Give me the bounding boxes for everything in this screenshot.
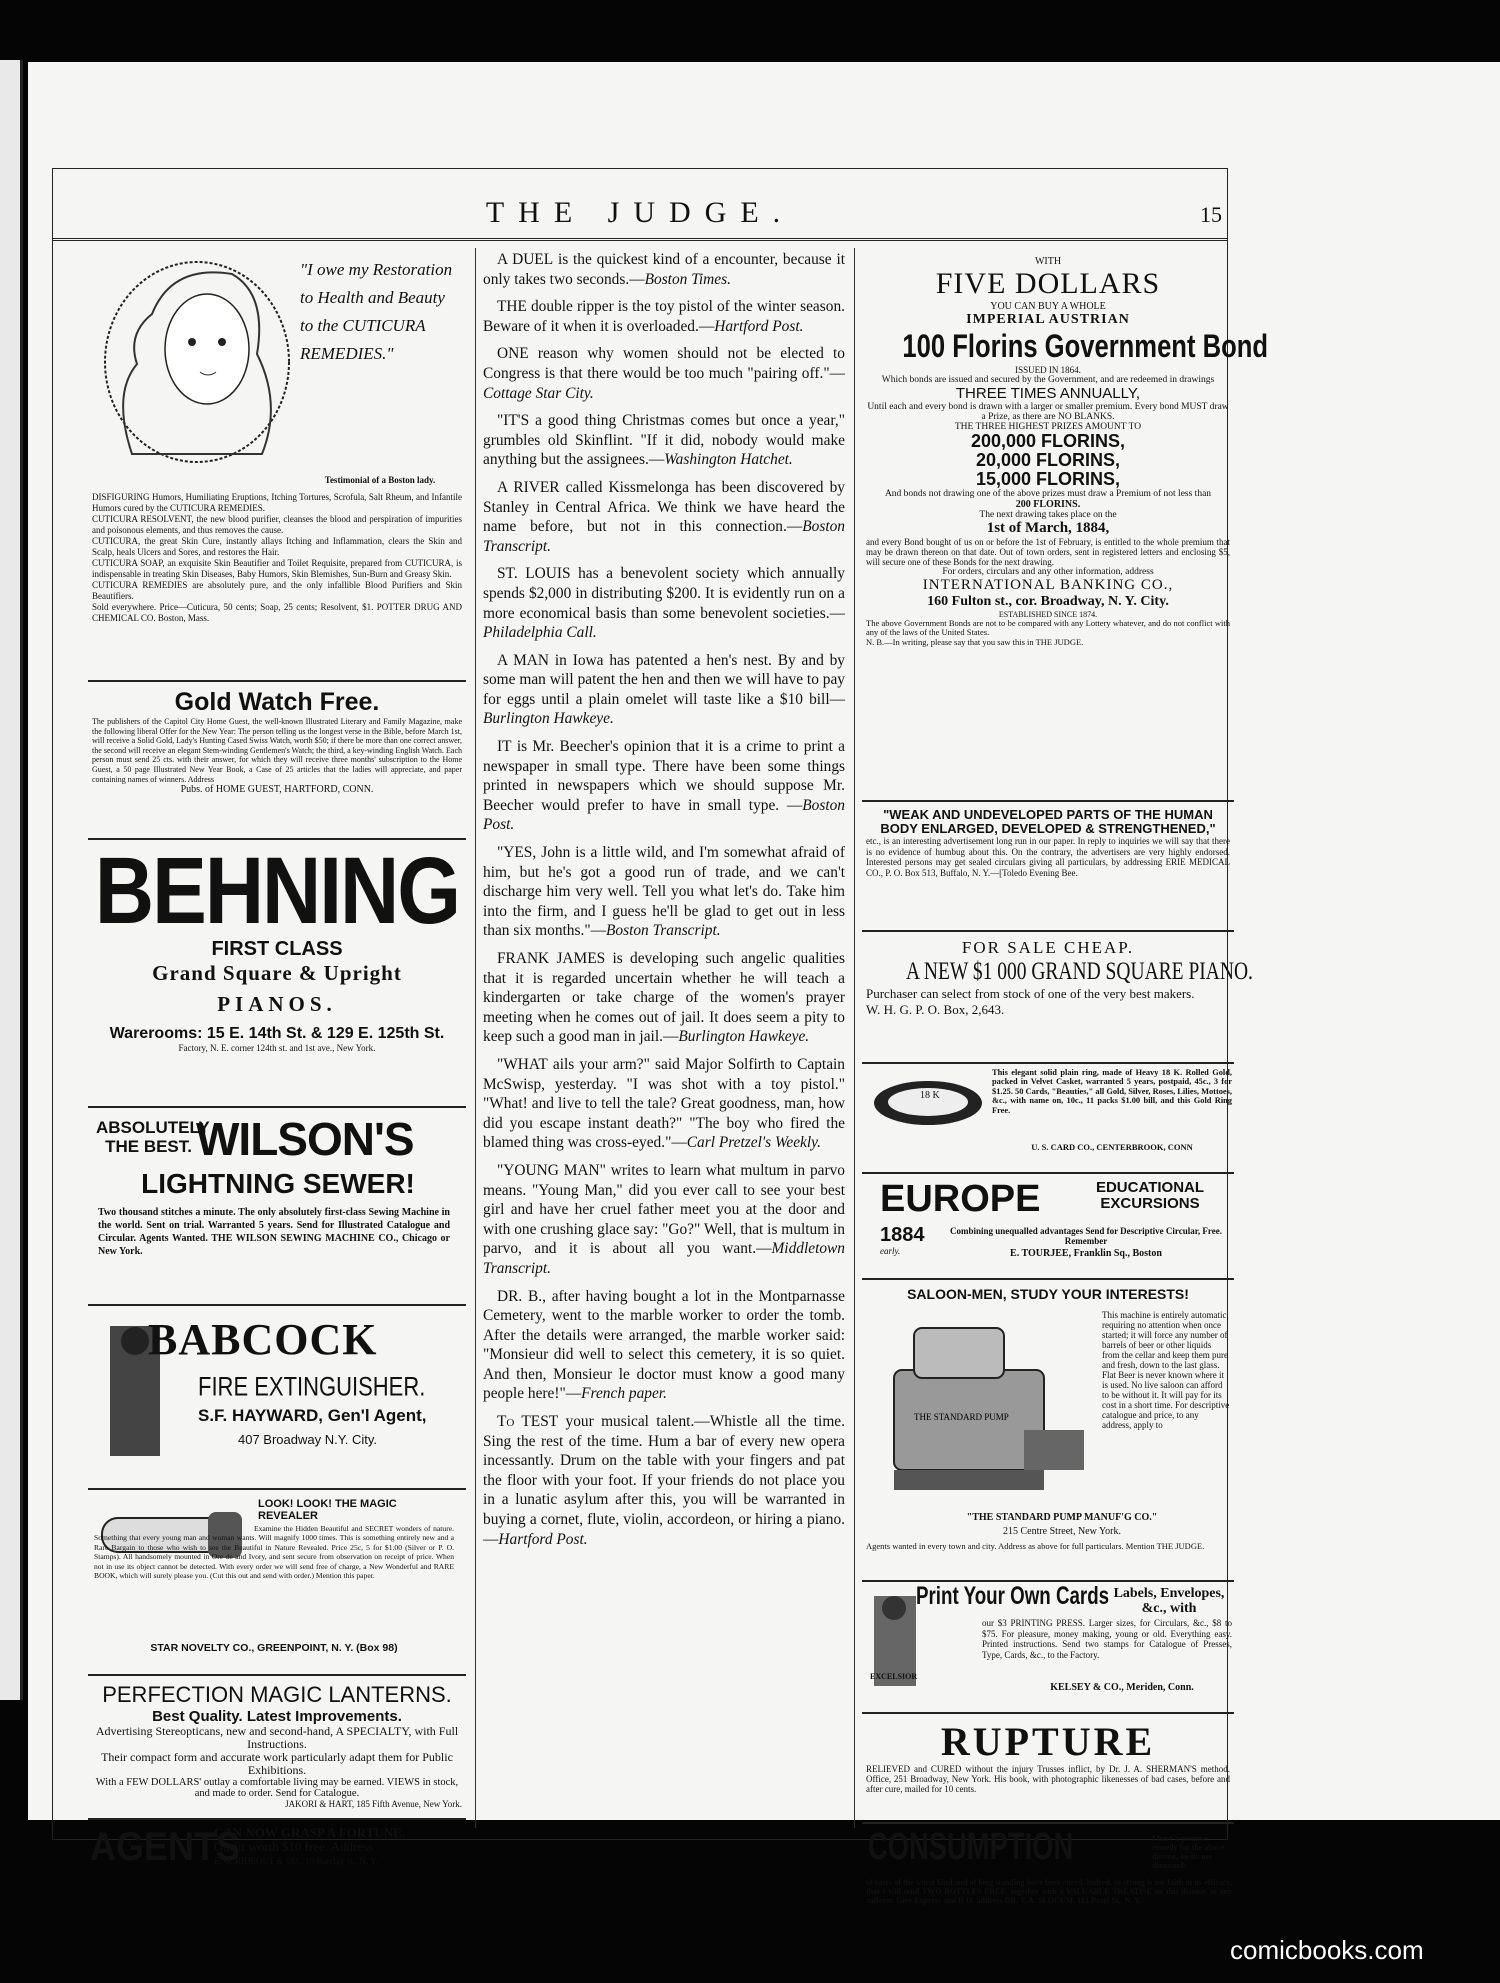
facing-page-edge bbox=[0, 60, 23, 1700]
column-rule bbox=[854, 248, 855, 1828]
wilson-ad bbox=[88, 1108, 466, 1306]
bond-three-times: THREE TIMES ANNUALLY, bbox=[955, 385, 1141, 402]
story-text: ails your arm?" said Major Solfirth to Captain McSwisp, yesterday. "I was shot with a toy pistol." "What! and live to tell the tale? Great goodness, man, how did you escape instant death?" "The boy who fired the blamed thing was cross-eyed."— bbox=[483, 1055, 845, 1152]
piano-headline: FOR SALE CHEAP. bbox=[961, 938, 1135, 957]
story-text: your musical talent.—Whistle all the time. Sing the rest of the time. Hum a bar of every new opera incessantly. Drum on the table with your fingers and pat the floor with your foot. If your friends do not place you in a lunatic asylum after this, you will be warranted in buying a cornet, flute, violin, accordeon, or hiring a piano.— bbox=[483, 1413, 845, 1548]
lanterns-line: Their compact form and accurate work particularly adapt them for Public Exhibitions. bbox=[101, 1750, 453, 1777]
page-title: THE JUDGE. bbox=[485, 196, 795, 229]
story-source: Hartford Post. bbox=[714, 317, 804, 335]
story-lead: A RIVER bbox=[497, 478, 560, 496]
bond-text: THE THREE HIGHEST PRIZES AMOUNT TO bbox=[954, 422, 1142, 432]
story-source: Middletown Transcript. bbox=[483, 1240, 845, 1277]
story-source: French paper. bbox=[581, 1385, 667, 1403]
story-lead: A MAN bbox=[497, 651, 550, 669]
behning-ad bbox=[88, 840, 466, 1108]
europe-early: early. bbox=[880, 1246, 901, 1256]
saloon-body: This machine is entirely automatic, requiring no attention when once started; it will force any number of barrels of beer or other liquids from the cellar and keep them pure and fresh, down to the last glass. Flat Beer is never known where it is used. No live saloon can afford to be without it. It will pay for its cost in a short time. For descriptive catalogue and price, to any address, apply to bbox=[1102, 1310, 1230, 1430]
story-lead: FRANK JAMES bbox=[497, 950, 606, 967]
revealer-body: Examine the Hidden Beautiful and SECRET wonders of nature. Something that every young man and woman wants. Will magnify 1000 times. This is something entirely new and a Rare Bargain to those who wish to see the Beautiful in Nature Revealed. Price 25c, 5 for $1.00 (Silver or P. O. Stamps). All handsomely mounted in Ore de and Ivory, and sent secure from observation on receipt of price. When not in use its object cannot be detected. With every order we will send free of charge, a New Wonderful and RARE BOOK, which will surely please you. (Cut this out and send with order.) Mention this paper. bbox=[94, 1524, 454, 1581]
watermark: comicbooks.com bbox=[1230, 1935, 1424, 1965]
babcock-agent: S.F. HAYWARD, Gen'l Agent, bbox=[198, 1406, 427, 1425]
babcock-ad bbox=[88, 1306, 466, 1490]
bond-text: The above Government Bonds are not to be compared with any Lottery whatever, and do not conflict with any of the laws of the United States. bbox=[866, 618, 1230, 637]
bond-prize: 15,000 FLORINS, bbox=[975, 469, 1121, 489]
bond-prize: 200,000 FLORINS, bbox=[970, 431, 1126, 451]
behning-name: BEHNING bbox=[94, 839, 460, 944]
cuticura-para: CUTICURA SOAP, an exquisite Skin Beautifier and Toilet Requisite, prepared from CUTICURA, is indispensable in treating Skin Diseases, Baby Humors, Skin Blemishes, Sun-Burn and Greasy Skin. bbox=[92, 558, 462, 579]
story-source: Cottage Star City. bbox=[483, 384, 594, 402]
piano-sale-ad bbox=[862, 932, 1253, 1064]
bond-prize: 20,000 FLORINS, bbox=[975, 450, 1121, 470]
cuticura-para: CUTICURA, the great Skin Cure, instantly allays Itching and Inflammation, clears the Skin and Scalp, heals Ulcers and Sores, and restores the Hair. bbox=[92, 536, 462, 557]
story-lead: IT bbox=[497, 738, 512, 756]
left-column bbox=[88, 250, 466, 1872]
story-paragraph bbox=[483, 297, 845, 336]
wilson-subhead: LIGHTNING SEWER! bbox=[141, 1168, 415, 1199]
babcock-name: BABCOCK bbox=[148, 1315, 378, 1364]
story-paragraph bbox=[483, 1287, 845, 1405]
middle-column bbox=[483, 250, 845, 1557]
ring-mark: 18 K bbox=[920, 1090, 940, 1101]
agents-line: E. G. RIDEOUT & CO., 10 Barclay st., N. Y. bbox=[214, 1856, 378, 1866]
lanterns-line: Best Quality. Latest Improvements. bbox=[152, 1708, 402, 1725]
header-rule bbox=[52, 238, 1228, 241]
bond-text: The next drawing takes place on the bbox=[979, 510, 1117, 520]
magic-lanterns-ad bbox=[88, 1676, 466, 1820]
consumption-headline: CONSUMPTION bbox=[868, 1826, 1074, 1868]
wilson-absolutely: ABSOLUTELY bbox=[96, 1118, 210, 1137]
column-rule bbox=[475, 248, 476, 1828]
story-source: Boston Transcript. bbox=[483, 518, 845, 555]
story-paragraph bbox=[483, 1055, 845, 1153]
story-paragraph bbox=[483, 949, 845, 1047]
saloon-address: 215 Centre Street, New York. bbox=[1002, 1526, 1122, 1537]
wilson-body: Two thousand stitches a minute. The only absolutely first-class Sewing Machine in the world. Sent on trial. Warranted 5 years. Send for Illustrated Catalogue and Circular. Agents Wanted. THE WILSON SEWING MACHINE CO., Chicago or New York. bbox=[98, 1207, 450, 1257]
story-lead: "YES, bbox=[497, 844, 537, 862]
right-column bbox=[862, 250, 1268, 1905]
lanterns-headline: PERFECTION MAGIC LANTERNS. bbox=[102, 1682, 452, 1707]
story-text: called Kissmelonga has been discovered by Stanley in Central Africa. We think we have heard the name before, but not in this connection.— bbox=[483, 478, 845, 536]
story-lead: DR. B., bbox=[497, 1287, 546, 1305]
bond-text: and every Bond bought of us on or before the 1st of February, is entitled to the whole premium that may be drawn thereon on that date. Out of town orders, sent in registered letters and enclosing $5, will secure one of these Bonds for the next drawing. bbox=[866, 537, 1230, 567]
gold-watch-headline: Gold Watch Free. bbox=[174, 688, 380, 716]
story-text: has a benevolent society which annually spends $2,000 in distributing $200. It is evidently run on a more economical basis than some benevolent societies.— bbox=[483, 565, 845, 622]
bond-five-dollars: FIVE DOLLARS bbox=[935, 267, 1161, 300]
agents-line: CAN NOW GRASP A FORTUNE. bbox=[214, 1825, 406, 1840]
wilson-best: THE BEST. bbox=[105, 1137, 192, 1156]
story-text: a good thing Christmas comes but once a year," grumbles old Skinflint. "If it did, nobody would make anything but the assignees.— bbox=[483, 412, 845, 469]
weak-body: etc., is an interesting advertisement long run in our paper. In reply to inquiries we will say that there is no evidence of humbug about this. On the contrary, the advertisers are very highly endorsed. Interested persons may get sealed circulars giving all particulars, by addressing ERIE MEDICAL CO., P. O. Box 513, Buffalo, N. Y.—[Toledo Evening Bee. bbox=[866, 836, 1230, 878]
cuticura-quote: "I owe my Restoration to Health and Beauty to the CUTICURA REMEDIES." bbox=[300, 260, 453, 363]
cards-body: our $3 PRINTING PRESS. Larger sizes, for Circulars, &c., $8 to $75. For pleasure, money making, young or old. Everything easy. Printed instructions. Send two stamps for Catalogue of Presses, Type, Cards, &c., to the Factory. bbox=[982, 1618, 1232, 1660]
behning-line: PIANOS. bbox=[217, 992, 337, 1016]
europe-address: E. TOURJEE, Franklin Sq., Boston bbox=[1010, 1248, 1162, 1259]
consumption-ad bbox=[862, 1824, 1234, 1904]
wilson-name: WILSON'S bbox=[196, 1113, 414, 1165]
gold-watch-address: Pubs. of HOME GUEST, HARTFORD, CONN. bbox=[180, 784, 374, 796]
saloon-agents: Agents wanted in every town and city. Address as above for full particulars. Mention THE JUDGE. bbox=[866, 1541, 1205, 1551]
story-lead: ST. LOUIS bbox=[497, 565, 571, 583]
story-paragraph bbox=[483, 250, 845, 289]
piano-big: A NEW $1 000 GRAND SQUARE PIANO. bbox=[906, 958, 1253, 985]
bond-text: And bonds not drawing one of the above prizes must draw a Premium of not less than bbox=[884, 489, 1212, 499]
cuticura-text bbox=[92, 478, 462, 624]
saloon-pump-ad bbox=[862, 1280, 1234, 1582]
printing-press-ad bbox=[862, 1582, 1234, 1714]
story-source: Boston Transcript. bbox=[606, 922, 721, 940]
rupture-headline: RUPTURE bbox=[940, 1719, 1156, 1764]
revealer-headline: LOOK! LOOK! THE MAGIC REVEALER bbox=[258, 1498, 397, 1522]
bond-text: Which bonds are issued and secured by the Government, and are redeemed in drawings bbox=[881, 375, 1215, 385]
ring-address: U. S. CARD CO., CENTERBROOK, CONN bbox=[1031, 1142, 1193, 1152]
testimonial-label: Testimonial of a Boston lady. bbox=[324, 475, 436, 485]
excelsior-label: EXCELSIOR bbox=[870, 1672, 918, 1681]
story-source: Carl Pretzel's Weekly. bbox=[686, 1134, 821, 1152]
bond-text: N. B.—In writing, please say that you saw this in THE JUDGE. bbox=[866, 637, 1084, 647]
bond-with: WITH bbox=[1034, 256, 1062, 267]
story-text: double ripper is the toy pistol of the winter season. Beware of it when it is overloaded.— bbox=[483, 298, 845, 335]
saloon-headline: SALOON-MEN, STUDY YOUR INTERESTS! bbox=[907, 1286, 1189, 1302]
lanterns-address: JAKORI & HART, 185 Fifth Avenue, New York. bbox=[285, 1799, 462, 1809]
bond-date: 1st of March, 1884, bbox=[986, 520, 1110, 536]
story-source: Burlington Hawkeye. bbox=[483, 710, 614, 728]
pump-engraving bbox=[874, 1310, 1094, 1500]
cuticura-ad bbox=[88, 250, 466, 682]
lanterns-line: Advertising Stereopticans, new and second-hand, A SPECIALTY, with Full Instructions. bbox=[95, 1724, 459, 1751]
cuticura-para: Sold everywhere. Price—Cuticura, 50 cents; Soap, 25 cents; Resolvent, $1. POTTER DRUG AND CHEMICAL CO. Boston, Mass. bbox=[92, 602, 462, 623]
lanterns-line: With a FEW DOLLARS' outlay a comfortable living may be earned. VIEWS in stock, and made to order. Send for Catalogue. bbox=[95, 1777, 459, 1799]
bond-text: Until each and every bond is drawn with a larger or smaller premium. Every bond MUST draw a Prize, as there are NO BLANKS. bbox=[867, 402, 1229, 422]
gold-ring-ad bbox=[862, 1064, 1234, 1174]
babcock-line: FIRE EXTINGUISHER. bbox=[198, 1371, 426, 1402]
story-lead: ONE bbox=[497, 345, 529, 363]
story-paragraph bbox=[483, 651, 845, 729]
story-text: is the quickest kind of a encounter, because it only takes two seconds.— bbox=[483, 251, 845, 288]
babcock-address: 407 Broadway N.Y. City. bbox=[238, 1432, 377, 1447]
cards-headline: Print Your Own Cards bbox=[916, 1582, 1110, 1610]
story-source: Boston Post. bbox=[483, 796, 845, 834]
revealer-address: STAR NOVELTY CO., GREENPOINT, N. Y. (Box 98) bbox=[150, 1642, 398, 1654]
story-text: John is a little wild, and I'm somewhat afraid of him, but he's got a good run of trade, and we can't discharge him very well. Tell you what let's do. Take him into the firm, and I guess he'll be glad to get out in less than six months."— bbox=[483, 844, 845, 940]
story-paragraph bbox=[483, 1161, 845, 1279]
behning-factory: Factory, N. E. corner 124th st. and 1st ave., New York. bbox=[178, 1043, 376, 1053]
consumption-side: I have a positive remedy for the above disease; by its use thousands bbox=[1152, 1834, 1225, 1870]
gold-watch-ad bbox=[88, 682, 466, 840]
piano-address: W. H. G. P. O. Box, 2,643. bbox=[866, 1002, 1005, 1017]
story-paragraph bbox=[483, 411, 845, 470]
agents-ad bbox=[88, 1820, 466, 1872]
bond-headline: 100 Florins Government Bond bbox=[902, 328, 1268, 364]
europe-excursions-ad bbox=[862, 1174, 1234, 1280]
story-source: Philadelphia Call. bbox=[483, 624, 597, 642]
story-lead: "IT'S bbox=[497, 412, 530, 430]
cuticura-para: CUTICURA RESOLVENT, the new blood purifier, cleanses the blood and perspiration of impurities and poisonous elements, and thus removes the cause. bbox=[92, 514, 462, 535]
story-source: Washington Hatchet. bbox=[664, 451, 793, 469]
europe-sub: EDUCATIONAL EXCURSIONS bbox=[1095, 1179, 1205, 1212]
bond-established: ESTABLISHED SINCE 1874. bbox=[998, 610, 1098, 619]
story-source: Boston Times. bbox=[644, 270, 731, 288]
behning-warerooms: Warerooms: 15 E. 14th St. & 129 E. 125th St. bbox=[109, 1025, 445, 1042]
story-text: is developing such angelic qualities that it is regarded uncertain whether he will teach a kindergarten or take charge of the women's prayer meeting when he comes out of jail. It does seem a pity to keep such a good man in jail.— bbox=[483, 950, 845, 1046]
story-lead: THE bbox=[497, 298, 527, 316]
europe-body: Combining unequalled advantages Send for Descriptive Circular, Free. Remember bbox=[950, 1226, 1222, 1246]
story-paragraph bbox=[483, 737, 845, 835]
bond-imperial: IMPERIAL AUSTRIAN bbox=[966, 312, 1130, 327]
cards-address: KELSEY & CO., Meriden, Conn. bbox=[1050, 1682, 1194, 1693]
cuticura-para: DISFIGURING Humors, Humiliating Eruptions, Itching Tortures, Scrofula, Salt Rheum, and Infantile Humors cured by the CUTICURA REMEDIES. bbox=[92, 492, 462, 513]
story-lead: "WHAT bbox=[497, 1055, 548, 1073]
story-source: Hartford Post. bbox=[498, 1530, 588, 1548]
agents-line: Outfit worth $10 free. Address bbox=[214, 1839, 374, 1854]
bond-min-prize: 200 FLORINS. bbox=[1015, 499, 1081, 510]
rupture-body: RELIEVED and CURED without the injury Trusses inflict, by Dr. J. A. SHERMAN'S method. Office, 251 Broadway, New York. His book, with photographic likenesses of bad cases, before and after cure, mailed for 10 cents. bbox=[866, 1764, 1230, 1794]
bond-address: 160 Fulton st., cor. Broadway, N. Y. City. bbox=[927, 594, 1169, 609]
cuticura-para: CUTICURA REMEDIES are absolutely pure, and the only infallible Blood Purifiers and Skin Beautifiers. bbox=[92, 580, 462, 601]
story-lead: To TEST bbox=[497, 1413, 559, 1431]
consumption-body: of cases of the worst kind and of long standing have been cured. Indeed, so strong is my faith in its efficacy, that I will send TWO BOTTLES FREE, together with a VALUABLE TREATISE on this disease, to any sufferer. Give Express and P. O. address DR. T. A. SLOCUM, 181 Pearl St., N. Y. bbox=[866, 1878, 1232, 1905]
story-paragraph bbox=[483, 843, 845, 941]
bond-company: INTERNATIONAL BANKING CO., bbox=[922, 577, 1174, 593]
story-source: Burlington Hawkeye. bbox=[678, 1028, 810, 1046]
behning-line: FIRST CLASS bbox=[211, 938, 343, 960]
agents-headline: AGENTS bbox=[90, 1823, 241, 1869]
bond-buy: YOU CAN BUY A WHOLE bbox=[990, 301, 1106, 312]
ring-engraving bbox=[870, 1078, 986, 1128]
rupture-ad bbox=[862, 1714, 1234, 1824]
story-text: is Mr. Beecher's opinion that it is a crime to print a newspaper in small type. There have been some things printed in newspapers which we should suppose Mr. Beecher would prefer to have in small type. — bbox=[483, 738, 845, 814]
story-lead: A DUEL bbox=[497, 251, 554, 268]
gold-watch-body: The publishers of the Capitol City Home Guest, the well-known Illustrated Literary and Family Magazine, make the following liberal Offer for the New Year: The person telling us the longest verse in the Bible, before March 1st, will receive a Solid Gold, Lady's Hunting Cased Swiss Watch, worth $50; if there be more than one correct answer, the second will receive an elegant Stem-winding Gentlemen's Watch; the third, a key-winding English Watch. Each person must send 25 cts. with their answer, for which they will receive three months' subscription to the Home Guest, a 50 page Illustrated New Year Book, a Case of 25 articles that the ladies will appreciate, and paper containing names of winners. Address bbox=[92, 717, 462, 784]
pump-label: THE STANDARD PUMP bbox=[914, 1412, 1009, 1422]
portrait-engraving bbox=[92, 254, 302, 469]
story-paragraph bbox=[483, 564, 845, 642]
austrian-bond-ad bbox=[862, 250, 1268, 802]
story-paragraph bbox=[483, 1412, 845, 1549]
story-paragraph bbox=[483, 478, 845, 556]
story-text: after having bought a lot in the Montparnasse Cemetery, went to the marble worker to order the tomb. After the details were arranged, the marble worker said: "Monsieur did well to select this cemetery, it is so quiet. And then, Monsieur le doctor must know a good many people here!"— bbox=[483, 1287, 845, 1403]
europe-year: 1884 bbox=[880, 1224, 925, 1246]
ring-body: This elegant solid plain ring, made of Heavy 18 K. Rolled Gold, packed in Velvet Casket, warranted 5 years, postpaid, 45c., 3 for $1.25. 50 Cards, "Beauties," all Gold, Silver, Roses, Lilies, Mottoes, &c., with name on, 10c., 11 packs $1.00 bill, and this Gold Ring Free. bbox=[992, 1068, 1232, 1115]
page-number: 15 bbox=[1200, 202, 1222, 227]
bond-issued: ISSUED IN 1864. bbox=[1015, 365, 1081, 375]
story-lead: "YOUNG MAN" bbox=[497, 1161, 606, 1179]
weak-parts-ad bbox=[862, 802, 1234, 932]
weak-headline: "WEAK AND UNDEVELOPED PARTS OF THE HUMAN BODY ENLARGED, DEVELOPED & STRENGTHENED," bbox=[880, 807, 1216, 836]
story-text: reason why women should not be elected to Congress is that there would be too much "pairing off."— bbox=[483, 345, 845, 382]
saloon-company: "THE STANDARD PUMP MANUF'G CO." bbox=[966, 1512, 1158, 1523]
europe-headline: EUROPE bbox=[880, 1178, 1041, 1220]
story-text: writes to learn what multum in parvo means. "Young Man," did you ever call to see your best girl and have her cruel father meet you at the door and with one crushing glace say: "Go?" Well, that is multum in parvo, and it is about all you want.— bbox=[483, 1161, 845, 1258]
piano-body: Purchaser can select from stock of one of the very best makers. bbox=[866, 986, 1195, 1001]
behning-line: Grand Square & Upright bbox=[152, 961, 402, 985]
story-text: in Iowa has patented a hen's nest. By and by some man will patent the hen and then we will have to pay for eggs until a plain omelet will taste like a $10 bill— bbox=[483, 651, 846, 708]
magic-revealer-ad bbox=[88, 1490, 466, 1676]
bond-text: For orders, circulars and any other information, address bbox=[942, 567, 1154, 577]
cards-headline-2: Labels, Envelopes, &c., with bbox=[1113, 1586, 1225, 1616]
story-paragraph bbox=[483, 344, 845, 403]
